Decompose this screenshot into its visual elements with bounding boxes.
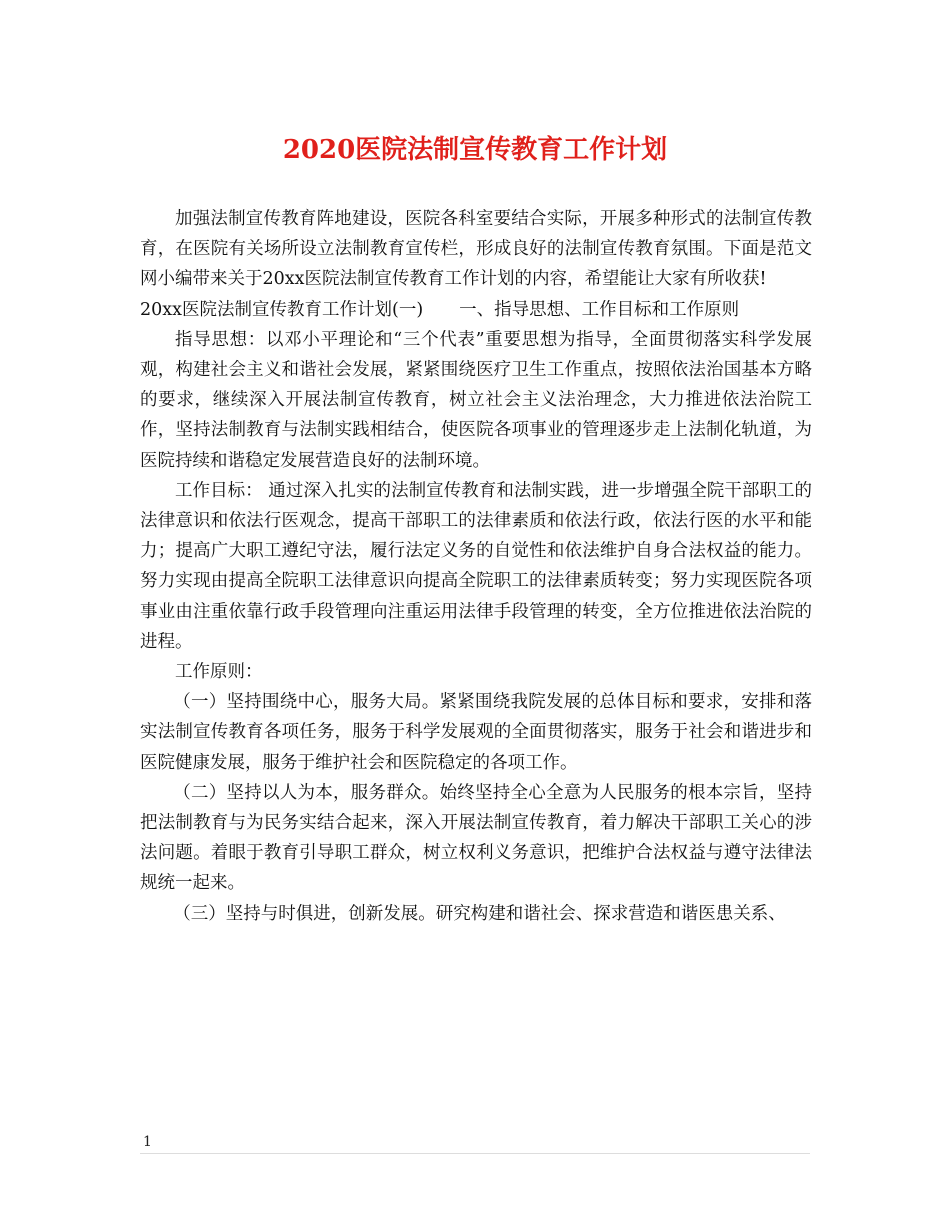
section-heading: 一、指导思想、工作目标和工作原则 bbox=[459, 299, 740, 320]
plan-subtitle: 20xx医院法制宣传教育工作计划(一) bbox=[140, 299, 424, 320]
section-heading-line bbox=[140, 295, 812, 325]
work-goal-paragraph: 工作目标： 通过深入扎实的法制宣传教育和法制实践，进一步增强全院干部职工的法律意识和依法行医观念，提高干部职工的法律素质和依法行政，依法行医的水平和能力；提高广大职工遵纪守法，履行法定义务的自觉性和依法维护自身合法权益的能力。努力实现由提高全院职工法律意识向提高全院职工的法律素质转变；努力实现医院各项事业由注重依靠行政手段管理向注重运用法律手段管理的转变，全方位推进依法治院的进程。 bbox=[140, 480, 812, 652]
guiding-thought-paragraph: 指导思想：以邓小平理论和“三个代表”重要思想为指导，全面贯彻落实科学发展观，构建社会主义和谐社会发展，紧紧围绕医疗卫生工作重点，按照依法治国基本方略的要求，继续深入开展法制宣传教育，树立社会主义法治理念，大力推进依法治院工作，坚持法制教育与法制实践相结合，使医院各项事业的管理逐步走上法制化轨道，为医院持续和谐稳定发展营造良好的法制环境。 bbox=[140, 329, 812, 471]
page-number: 1 bbox=[143, 1134, 152, 1150]
work-principle-heading: 工作原则： bbox=[175, 662, 263, 683]
document-title: 2020医院法制宣传教育工作计划 bbox=[282, 135, 668, 165]
principle-1-paragraph: （一）坚持围绕中心，服务大局。紧紧围绕我院发展的总体目标和要求，安排和落实法制宣传教育各项任务，服务于科学发展观的全面贯彻落实，服务于社会和谐进步和医院健康发展，服务于维护社会和医院稳定的各项工作。 bbox=[140, 692, 812, 773]
footer-divider bbox=[140, 1153, 810, 1154]
intro-paragraph: 加强法制宣传教育阵地建设，医院各科室要结合实际，开展多种形式的法制宣传教育，在医院有关场所设立法制教育宣传栏，形成良好的法制宣传教育氛围。下面是范文网小编带来关于20xx医院法制宣传教育工作计划的内容，希望能让大家有所收获! bbox=[140, 209, 812, 290]
principle-2-paragraph: （二）坚持以人为本，服务群众。始终坚持全心全意为人民服务的根本宗旨，坚持把法制教育与为民务实结合起来，深入开展法制宣传教育，着力解决干部职工关心的涉法问题。着眼于教育引导职工群众，树立权利义务意识，把维护合法权益与遵守法律法规统一起来。 bbox=[140, 782, 812, 894]
principle-3-paragraph: （三）坚持与时俱进，创新发展。研究构建和谐社会、探求营造和谐医患关系、 bbox=[173, 903, 786, 924]
document-body bbox=[140, 204, 812, 929]
